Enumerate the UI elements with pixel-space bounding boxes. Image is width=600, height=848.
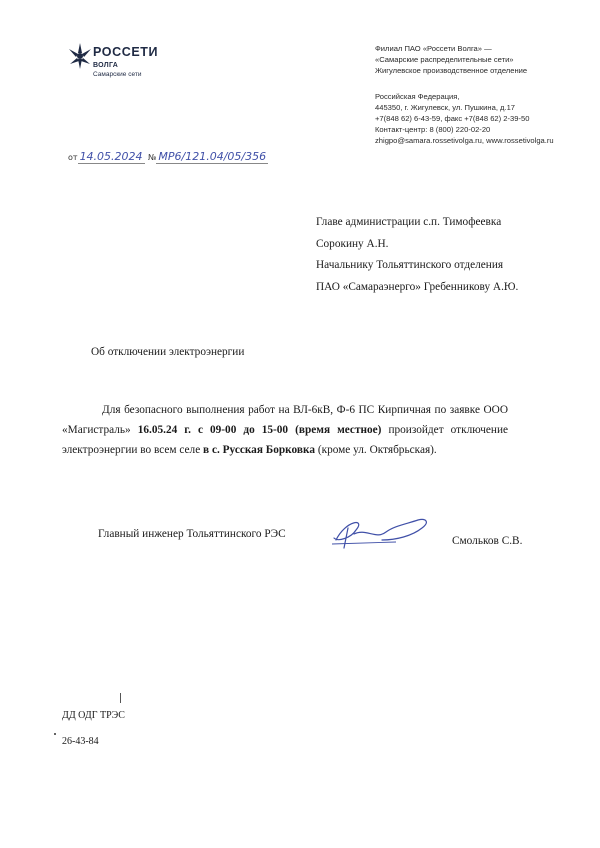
executor-phone: 26-43-84 [62, 736, 99, 747]
header-line: +7(848 62) 6-43-59, факс +7(848 62) 2-39-50 [375, 113, 530, 123]
header-line: «Самарские распределительные сети» [375, 55, 514, 65]
body-bold-time: 16.05.24 г. с 09-00 до 15-00 (время местное) [137, 424, 382, 436]
header-line: 445350, г. Жигулевск, ул. Пушкина, д.17 [375, 102, 516, 112]
body-text: (кроме ул. Октябрьская). [315, 444, 437, 456]
body-text: произойдет отключение электроэнергии во всем селе [62, 424, 509, 456]
addressee-line: ПАО «Самараэнерго» Гребенникову А.Ю. [316, 280, 519, 293]
header-line: Жигулевское производственное отделение [375, 66, 528, 76]
header-line: Филиал ПАО «Россети Волга» — [375, 44, 492, 53]
letter-subject: Об отключении электроэнергии [91, 346, 245, 358]
logo-subregion: Самарские сети [93, 71, 142, 78]
signer-name: Смольков С.В. [452, 535, 523, 547]
signer-position: Главный инженер Тольяттинского РЭС [98, 528, 286, 540]
handwritten-signature [326, 510, 436, 555]
body-paragraph [62, 400, 508, 460]
body-bold-place: в с. Русская Борковка [203, 444, 315, 456]
logo-brand: РОССЕТИ [93, 45, 159, 59]
number-label: № [148, 153, 157, 162]
date-label: от [68, 153, 78, 162]
header-line: zhigpo@samara.rossetivolga.ru, www.rossetivolga.ru [375, 136, 554, 146]
letter-body [62, 400, 508, 460]
addressee-line: Сорокину А.Н. [316, 237, 389, 250]
body-text: Для безопасного выполнения работ на ВЛ-6кВ, Ф-6 ПС Кирпичная по заявке ООО «Магистраль» [62, 404, 508, 436]
org-header [375, 43, 554, 147]
registration-number: МР6/121.04/05/356 [158, 150, 267, 163]
mark [54, 733, 56, 735]
registration-date: 14.05.2024 [79, 150, 143, 163]
executor-department: ДД ОДГ ТРЭС [62, 710, 125, 721]
addressee-block [316, 212, 518, 298]
header-line: Российская Федерация, [375, 91, 460, 101]
addressee-line: Главе администрации с.п. Тимофеевка [316, 216, 502, 228]
registration-line [68, 150, 268, 163]
header-line: Контакт-центр: 8 (800) 220-02-20 [375, 125, 491, 135]
mark [120, 693, 121, 703]
header-spacer [375, 77, 554, 91]
logo-region: ВОЛГА [93, 62, 119, 69]
addressee-line: Начальнику Тольяттинского отделения [316, 259, 504, 271]
